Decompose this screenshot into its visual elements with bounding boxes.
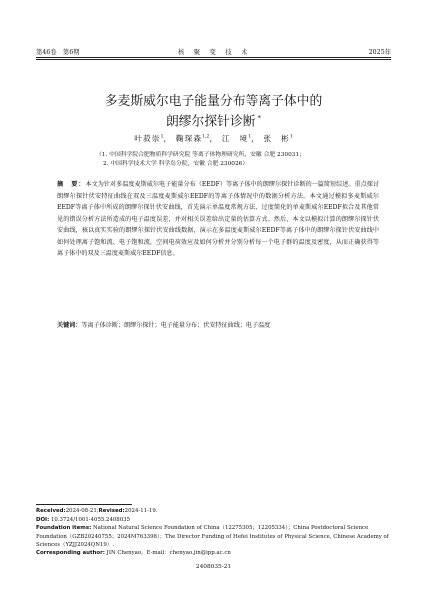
author-name: 张 彬 bbox=[263, 134, 290, 143]
keywords-text: 等离子体诊断；朗缪尔探针；电子能量分布；伏安特征曲线；电子温度 bbox=[81, 322, 271, 329]
author-affil-mark: 1,2 bbox=[202, 134, 210, 140]
author-affil-mark: 1 bbox=[289, 134, 293, 140]
author-3 bbox=[222, 134, 251, 143]
funding-text: National Natural Science Foundation of China（12275305；12205334）；China Postdoctoral Science Foundation（GZB20240755；2024M763398）；The Director Funding of Hefei Institutes of Physical Science, Chinese Academy of Sciences（YZJJ2024QN19）. bbox=[36, 525, 389, 549]
author-list: 叶菽崇$^1$， 鞠琛森$^{1,2}$， 江 境$^1$， 张 彬$^1$ bbox=[134, 134, 293, 143]
author-affil-mark: 1 bbox=[248, 134, 252, 140]
abstract-label: 摘 要： bbox=[57, 181, 86, 188]
header-year: 2025年 bbox=[368, 49, 391, 56]
footnote-rule bbox=[36, 504, 132, 505]
title-footnote-mark: * bbox=[257, 114, 262, 122]
abstract-text: 本文为针对多温度麦斯威尔电子能量分布（EEDF）等离子体中的朗缪尔探针诊断的一篇简短综述。重点探讨朗缪尔探针伏安特征曲线在双及三温度麦斯威尔EEDF的等离子体情况中的数据分析方法。本文通过模拟多麦斯威尔EEDF等离子体中所成的朗缪尔探针伏安曲线，首先演示单温度常规方法、过度简化的单麦斯威尔EEDF拟合及其他常见的错误分析方法所造成的电子温度误差，并对相关误差给出定量的估算方式。然后，本文以模拟计算的朗缪尔探针伏安曲线，核以真实实验的朗缪尔探针伏安曲线数据，演示在多温度麦斯威尔EEDF等离子体中的朗缪尔探针伏安曲线中如何处理离子饱和流、电子饱和流，空间电荷效应及如何分析并分别分析每一个电子群的温度及密度，从而正确获得等离子体中的双及三温度麦斯威尔EEDF信息。 bbox=[57, 181, 380, 257]
keywords-label: 关键词： bbox=[57, 322, 82, 329]
affiliation-2: 2. 中国科学技术大学 科学岛分院，安徽 合肥 230026） bbox=[103, 161, 249, 167]
footnote-doi bbox=[36, 516, 391, 525]
revised-date: 2024-11-19. bbox=[124, 508, 158, 514]
title-line-2 bbox=[36, 110, 391, 130]
author-affil-mark: 1 bbox=[160, 134, 164, 140]
funding-label: Foundation items: bbox=[36, 525, 92, 531]
corresponding-text: JIN Chenyao，E-mail：chenyao.jin@ipp.ac.cn bbox=[106, 550, 231, 556]
corresponding-label: Corresponding author: bbox=[36, 550, 105, 556]
author-4 bbox=[264, 134, 293, 143]
keywords bbox=[57, 320, 379, 329]
revised-label: Revised: bbox=[98, 508, 125, 514]
author-name: 鞠琛森 bbox=[175, 134, 203, 143]
doi-value: 10.3724/1001-4055.2408035 bbox=[50, 516, 131, 523]
author-1 bbox=[134, 134, 163, 143]
running-header bbox=[36, 46, 391, 56]
header-journal: 核 聚 变 技 术 bbox=[177, 49, 250, 56]
received-date: 2024-08-21; bbox=[65, 508, 99, 514]
header-rule-bottom bbox=[36, 59, 391, 60]
footnote-funding bbox=[36, 524, 391, 550]
header-rule-top bbox=[36, 57, 391, 58]
header-volume: 第46卷 第6期 bbox=[36, 49, 80, 56]
author-2 bbox=[176, 134, 210, 143]
abstract bbox=[57, 179, 379, 260]
title-text: 朗缪尔探针诊断 bbox=[165, 114, 256, 130]
affiliation-1: （1. 中国科学院合肥物质科学研究院 等离子体物理研究所，安徽 合肥 230031； bbox=[96, 152, 305, 158]
doi-label: DOI: bbox=[36, 516, 50, 523]
footnote-corresponding bbox=[36, 549, 391, 558]
title-line-1: 多麦斯威尔电子能量分布等离子体中的 bbox=[104, 94, 323, 109]
footnote-dates bbox=[36, 507, 391, 516]
author-name: 江 境 bbox=[221, 134, 249, 143]
author-name: 叶菽崇 bbox=[134, 134, 161, 143]
received-label: Received: bbox=[36, 508, 66, 514]
page-number: 2408035-21 bbox=[195, 564, 232, 570]
